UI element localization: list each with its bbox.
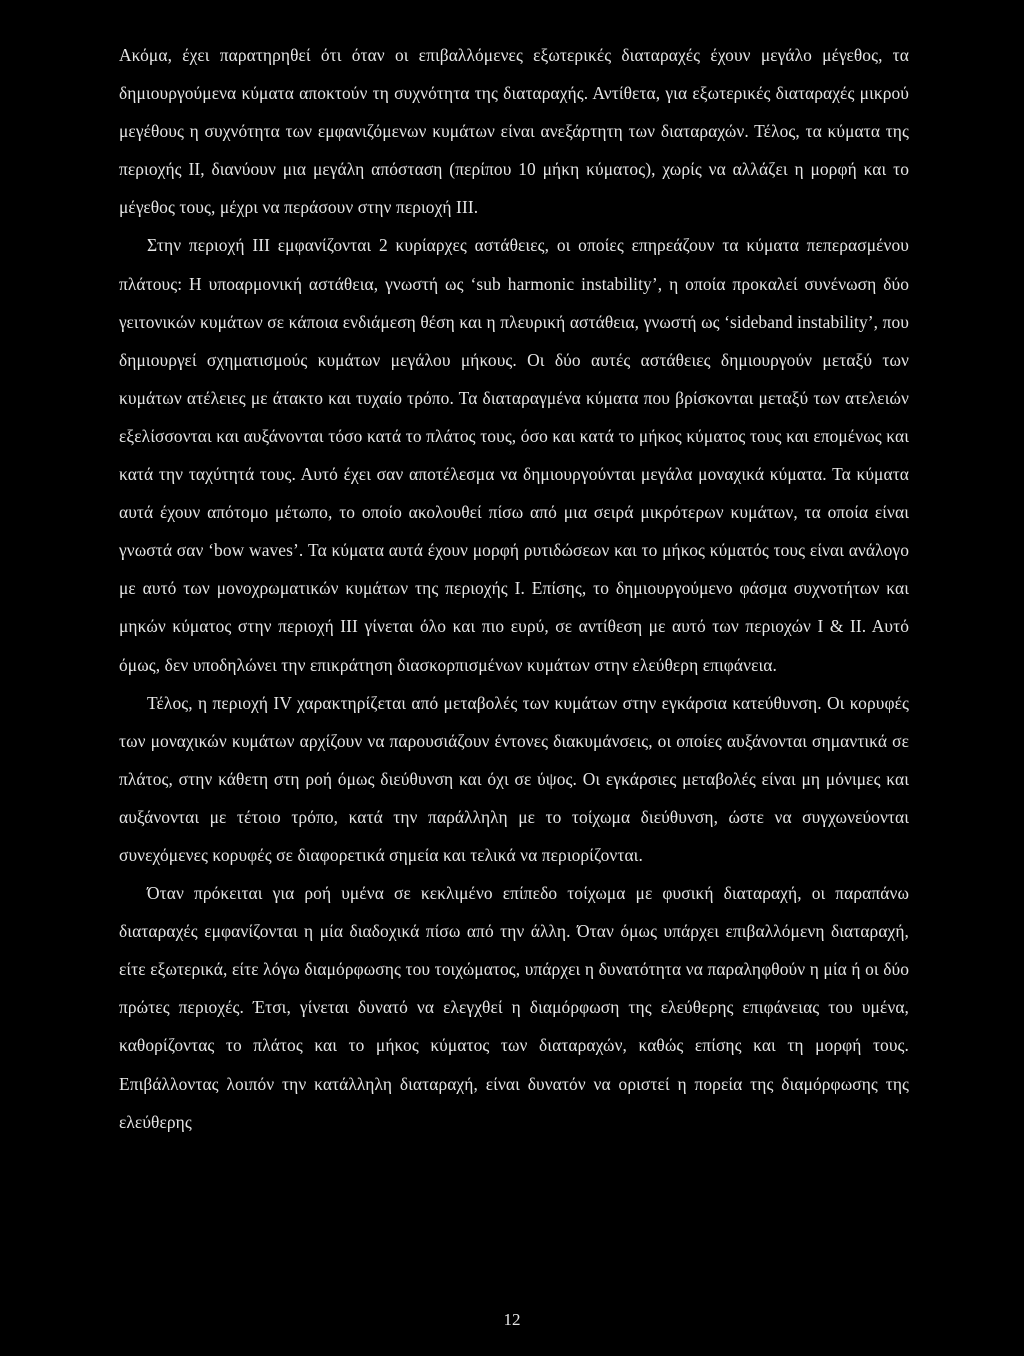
paragraph-3: Τέλος, η περιοχή IV χαρακτηρίζεται από μεταβολές των κυμάτων στην εγκάρσια κατεύθυνση. Οι κορυφές των μοναχικών κυμάτων αρχίζουν να παρουσιάζουν έντονες διακυμάνσεις, οι οποίες αυξάνονται σημαντικά σε πλάτος, στην κάθετη στη ροή όμως διεύθυνση και όχι σε ύψος. Οι εγκάρσιες μεταβολές είναι μη μόνιμες και αυξάνονται με τέτοιο τρόπο, κατά την παράλληλη με το τοίχωμα διεύθυνση, ώστε να συγχωνεύονται συνεχόμενες κορυφές σε διαφορετικά σημεία και τελικά να περιορίζονται. xyxy=(119,692,909,865)
paragraph-1: Ακόμα, έχει παρατηρηθεί ότι όταν οι επιβαλλόμενες εξωτερικές διαταραχές έχουν μεγάλο μέγεθος, τα δημιουργούμενα κύματα αποκτούν τη συχνότητα της διαταραχής. Αντίθετα, για εξωτερικές διαταραχές μικρού μεγέθους η συχνότητα των εμφανιζόμενων κυμάτων είναι ανεξάρτητη των διαταραχών. Τέλος, τα κύματα της περιοχής ΙΙ, διανύουν μια μεγάλη απόσταση (περίπου 10 μήκη κύματος), χωρίς να αλλάζει η μορφή και το μέγεθος τους, μέχρι να περάσουν στην περιοχή ΙΙΙ. xyxy=(119,45,909,218)
paragraph-4: Όταν πρόκειται για ροή υμένα σε κεκλιμένο επίπεδο τοίχωμα με φυσική διαταραχή, οι παραπάνω διαταραχές εμφανίζονται η μία διαδοχικά πίσω από την άλλη. Όταν όμως υπάρχει επιβαλλόμενη διαταραχή, είτε εξωτερικά, είτε λόγω διαμόρφωσης του τοιχώματος, υπάρχει η δυνατότητα να παραληφθούν η μία ή οι δύο πρώτες περιοχές. Έτσι, γίνεται δυνατό να ελεγχθεί η διαμόρφωση της ελεύθερης επιφάνειας του υμένα, καθορίζοντας το πλάτος και το μήκος κύματος των διαταραχών, καθώς επίσης και τη μορφή τους. Επιβάλλοντας λοιπόν την κατάλληλη διαταραχή, είναι δυνατόν να οριστεί η πορεία της διαμόρφωσης της ελεύθερης xyxy=(119,883,909,1132)
paragraph-2: Στην περιοχή ΙΙΙ εμφανίζονται 2 κυρίαρχες αστάθειες, οι οποίες επηρεάζουν τα κύματα πεπερασμένου πλάτους: Η υποαρμονική αστάθεια, γνωστή ως ‘sub harmonic instability’, η οποία προκαλεί συνένωση δύο γειτονικών κυμάτων σε κάποια ενδιάμεση θέση και η πλευρική αστάθεια, γνωστή ως ‘sideband instability’, που δημιουργεί σχηματισμούς κυμάτων μεγάλου μήκους. Οι δύο αυτές αστάθειες δημιουργούν μεταξύ των κυμάτων ατέλειες με άτακτο και τυχαίο τρόπο. Τα διαταραγμένα κύματα που βρίσκονται μεταξύ των ατελειών εξελίσσονται και αυξάνονται τόσο κατά το πλάτος τους, όσο και κατά το μήκος κύματος τους και επομένως και κατά την ταχύτητά τους. Αυτό έχει σαν αποτέλεσμα να δημιουργούνται μεγάλα μοναχικά κύματα. Τα κύματα αυτά έχουν απότομο μέτωπο, το οποίο ακολουθεί πίσω από μια σειρά μικρότερων κυμάτων, τα οποία είναι γνωστά σαν ‘bow waves’. Τα κύματα αυτά έχουν μορφή ρυτιδώσεων και το μήκος κύματός τους είναι ανάλογο με αυτό των μονοχρωματικών κυμάτων της περιοχής Ι. Επίσης, το δημιουργούμενο φάσμα συχνοτήτων και μηκών κύματος στην περιοχή ΙΙΙ γίνεται όλο και πιο ευρύ, σε αντίθεση με αυτό των περιοχών Ι & ΙΙ. Αυτό όμως, δεν υποδηλώνει την επικράτηση διασκορπισμένων κυμάτων στην ελεύθερη επιφάνεια. xyxy=(119,235,909,675)
page-body xyxy=(119,36,909,1141)
page-number: 12 xyxy=(503,1310,521,1329)
